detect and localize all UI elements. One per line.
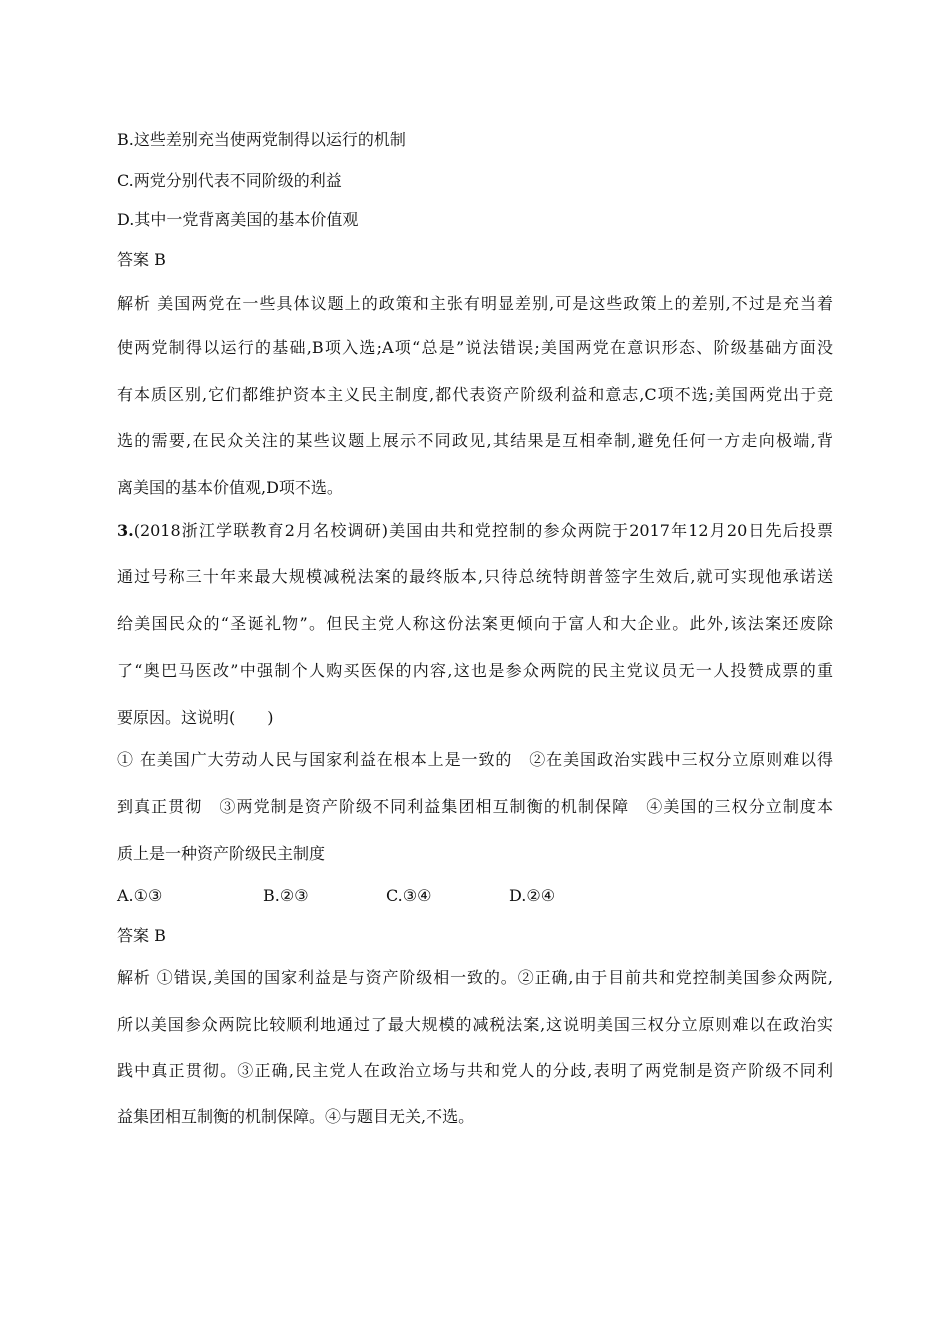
choice-b: B.②③ <box>263 886 309 905</box>
option-d: D.其中一党背离美国的基本价值观 <box>117 210 359 229</box>
question-stem-line: 了“奥巴马医改”中强制个人购买医保的内容,这也是参众两院的民主党议员无一人投赞成票的重 <box>117 661 833 680</box>
answer-line: 答案 B <box>117 926 166 945</box>
analysis-line: 解析 美国两党在一些具体议题上的政策和主张有明显差别,可是这些政策上的差别,不过是充当着 <box>117 294 833 313</box>
question-stem-line: 要原因。这说明( ) <box>117 708 274 727</box>
option-b: B.这些差别充当使两党制得以运行的机制 <box>117 130 406 149</box>
choice-c: C.③④ <box>386 886 432 905</box>
statement-line: ① 在美国广大劳动人民与国家利益在根本上是一致的 ②在美国政治实践中三权分立原则难以得 <box>117 750 833 769</box>
question-stem-text: (2018浙江学联教育2月名校调研)美国由共和党控制的参众两院于2017年12月20日先后投票 <box>133 521 833 540</box>
answer-line: 答案 B <box>117 250 166 269</box>
statement-line: 质上是一种资产阶级民主制度 <box>117 844 326 863</box>
analysis-line: 选的需要,在民众关注的某些议题上展示不同政见,其结果是互相牵制,避免任何一方走向极端,背 <box>117 431 833 450</box>
question-stem-line: 通过号称三十年来最大规模减税法案的最终版本,只待总统特朗普签字生效后,就可实现他承诺送 <box>117 567 833 586</box>
statement-line: 到真正贯彻 ③两党制是资产阶级不同利益集团相互制衡的机制保障 ④美国的三权分立制度本 <box>117 797 833 816</box>
question-number: 3. <box>117 521 134 540</box>
question-stem-line <box>117 521 833 541</box>
analysis-line: 解析 ①错误,美国的国家利益是与资产阶级相一致的。②正确,由于目前共和党控制美国参众两院, <box>117 968 833 987</box>
choice-d: D.②④ <box>509 886 556 905</box>
analysis-line: 所以美国参众两院比较顺利地通过了最大规模的减税法案,这说明美国三权分立原则难以在政治实 <box>117 1015 833 1034</box>
choice-a: A.①③ <box>117 886 163 905</box>
analysis-line: 有本质区别,它们都维护资本主义民主制度,都代表资产阶级利益和意志,C项不选;美国两党出于竞 <box>117 385 833 404</box>
option-c: C.两党分别代表不同阶级的利益 <box>117 171 342 190</box>
analysis-line: 益集团相互制衡的机制保障。④与题目无关,不选。 <box>117 1107 475 1126</box>
question-stem-line: 给美国民众的“圣诞礼物”。但民主党人称这份法案更倾向于富人和大企业。此外,该法案还废除 <box>117 614 833 633</box>
analysis-line: 使两党制得以运行的基础,B项入选;A项“总是”说法错误;美国两党在意识形态、阶级基础方面没 <box>117 338 833 357</box>
analysis-line: 离美国的基本价值观,D项不选。 <box>117 478 343 497</box>
analysis-line: 践中真正贯彻。③正确,民主党人在政治立场与共和党人的分歧,表明了两党制是资产阶级不同利 <box>117 1061 833 1080</box>
